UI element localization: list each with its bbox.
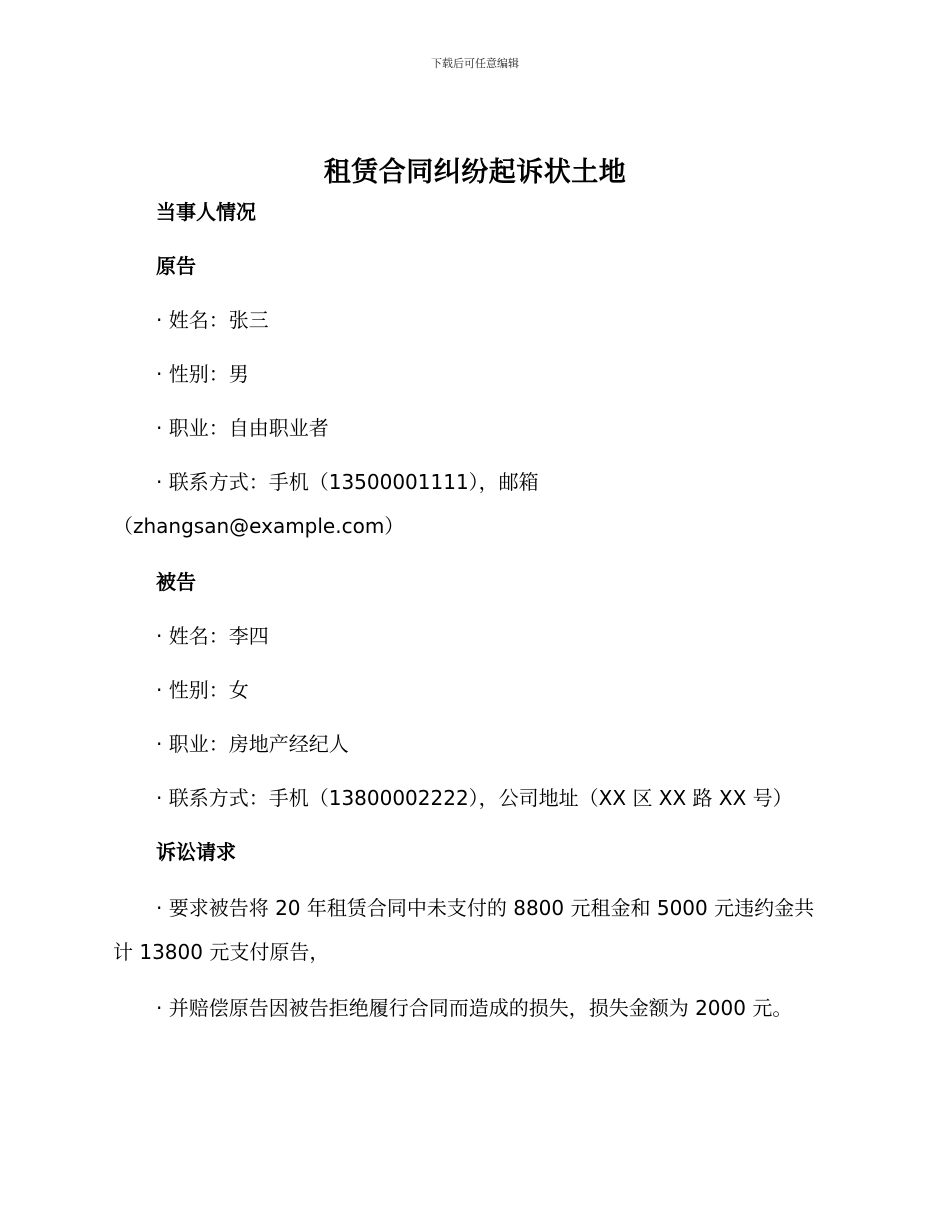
- plaintiff-name: · 姓名：张三: [156, 308, 269, 332]
- document-title: 租赁合同纠纷起诉状土地: [323, 157, 627, 188]
- claim-1: · 要求被告将 20 年租赁合同中未支付的 8800 元租金和 5000 元违约金共: [156, 896, 815, 920]
- defendant-gender: · 性别：女: [156, 678, 249, 702]
- plaintiff-heading: 原告: [156, 254, 196, 278]
- claims-heading: 诉讼请求: [156, 840, 236, 864]
- plaintiff-contact-continued: （zhangsan@example.com）: [113, 514, 405, 538]
- defendant-contact: · 联系方式：手机（13800002222），公司地址（XX 区 XX 路 XX 号）: [156, 786, 793, 810]
- defendant-heading: 被告: [156, 570, 196, 594]
- claim-2: · 并赔偿原告因被告拒绝履行合同而造成的损失，损失金额为 2000 元。: [156, 996, 793, 1020]
- defendant-occupation: · 职业：房地产经纪人: [156, 732, 349, 756]
- plaintiff-gender: · 性别：男: [156, 362, 249, 386]
- defendant-name: · 姓名：李四: [156, 624, 269, 648]
- header-note: 下载后可任意编辑: [431, 57, 519, 70]
- plaintiff-contact: · 联系方式：手机（13500001111），邮箱: [156, 470, 539, 494]
- claim-1-continued: 计 13800 元支付原告，: [113, 940, 330, 964]
- plaintiff-occupation: · 职业：自由职业者: [156, 416, 329, 440]
- parties-heading: 当事人情况: [156, 200, 256, 224]
